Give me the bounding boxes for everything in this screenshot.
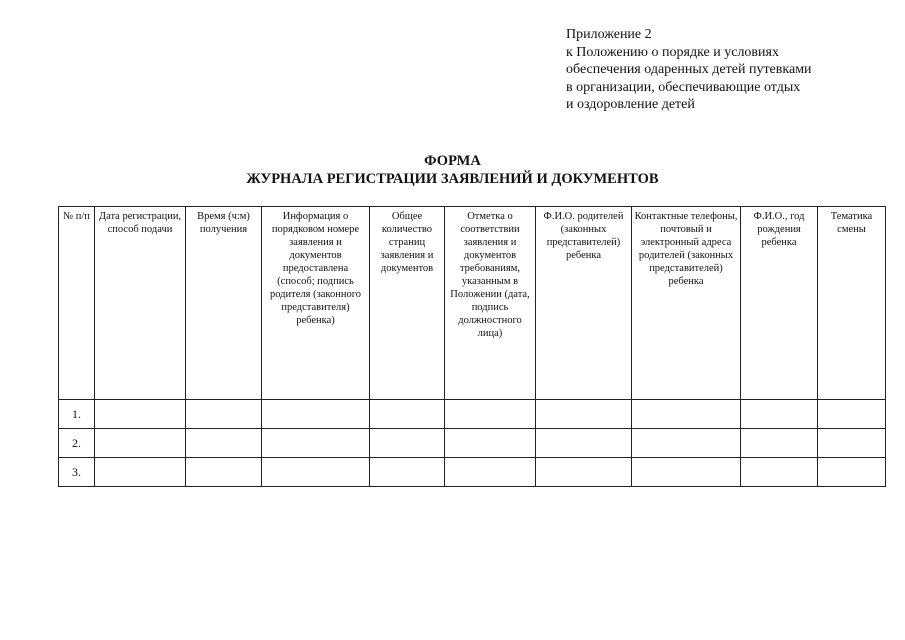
empty-cell: [95, 429, 186, 458]
header-cell-page-count: Общее количество страниц заявления и документов: [370, 207, 445, 400]
header-cell-session-theme: Тематика смены: [818, 207, 886, 400]
row-number: 3.: [59, 458, 95, 487]
empty-cell: [632, 429, 741, 458]
empty-cell: [741, 429, 818, 458]
appendix-line: к Положению о порядке и условиях: [566, 44, 779, 60]
registration-journal-table: [58, 206, 886, 487]
appendix-line: Приложение 2: [566, 27, 652, 42]
empty-cell: [370, 400, 445, 429]
table-header-row: [59, 207, 886, 400]
header-cell-child-name: Ф.И.О., год рождения ребенка: [741, 207, 818, 400]
empty-cell: [95, 458, 186, 487]
header-cell-receipt-time: Время (ч:м) получения: [186, 207, 262, 400]
empty-cell: [186, 458, 262, 487]
document-title: [0, 152, 905, 188]
empty-cell: [186, 400, 262, 429]
empty-cell: [818, 458, 886, 487]
row-number: 2.: [59, 429, 95, 458]
empty-cell: [186, 429, 262, 458]
table-row: [59, 458, 886, 487]
empty-cell: [536, 458, 632, 487]
empty-cell: [262, 458, 370, 487]
empty-cell: [370, 429, 445, 458]
empty-cell: [818, 429, 886, 458]
empty-cell: [632, 458, 741, 487]
title-line-journal: ЖУРНАЛА РЕГИСТРАЦИИ ЗАЯВЛЕНИЙ И ДОКУМЕНТОВ: [246, 171, 659, 187]
table-row: [59, 400, 886, 429]
empty-cell: [741, 458, 818, 487]
title-line-form: ФОРМА: [424, 153, 481, 169]
empty-cell: [370, 458, 445, 487]
appendix-line: обеспечения одаренных детей путевками: [566, 62, 812, 77]
header-cell-registration-date: Дата регистрации, способ подачи: [95, 207, 186, 400]
header-cell-parents-name: Ф.И.О. родителей (законных представителей) ребенка: [536, 207, 632, 400]
header-cell-contacts: Контактные телефоны, почтовый и электронный адреса родителей (законных представителей) ребенка: [632, 207, 741, 400]
row-number: 1.: [59, 400, 95, 429]
empty-cell: [536, 429, 632, 458]
empty-cell: [445, 429, 536, 458]
appendix-line: и оздоровление детей: [566, 97, 695, 112]
header-cell-compliance-mark: Отметка о соответствии заявления и документов требованиям, указанным в Положении (дата, подпись должностного лица): [445, 207, 536, 400]
empty-cell: [262, 429, 370, 458]
empty-cell: [445, 400, 536, 429]
empty-cell: [262, 400, 370, 429]
header-cell-number: № п/п: [59, 207, 95, 400]
empty-cell: [536, 400, 632, 429]
empty-cell: [818, 400, 886, 429]
table-row: [59, 429, 886, 458]
appendix-note: [566, 26, 866, 114]
empty-cell: [741, 400, 818, 429]
empty-cell: [95, 400, 186, 429]
empty-cell: [632, 400, 741, 429]
appendix-line: в организации, обеспечивающие отдых: [566, 79, 801, 95]
header-cell-sequence-info: Информация о порядковом номере заявления и документов предоставлена (способ; подпись родителя (законного представителя) ребенка): [262, 207, 370, 400]
empty-cell: [445, 458, 536, 487]
